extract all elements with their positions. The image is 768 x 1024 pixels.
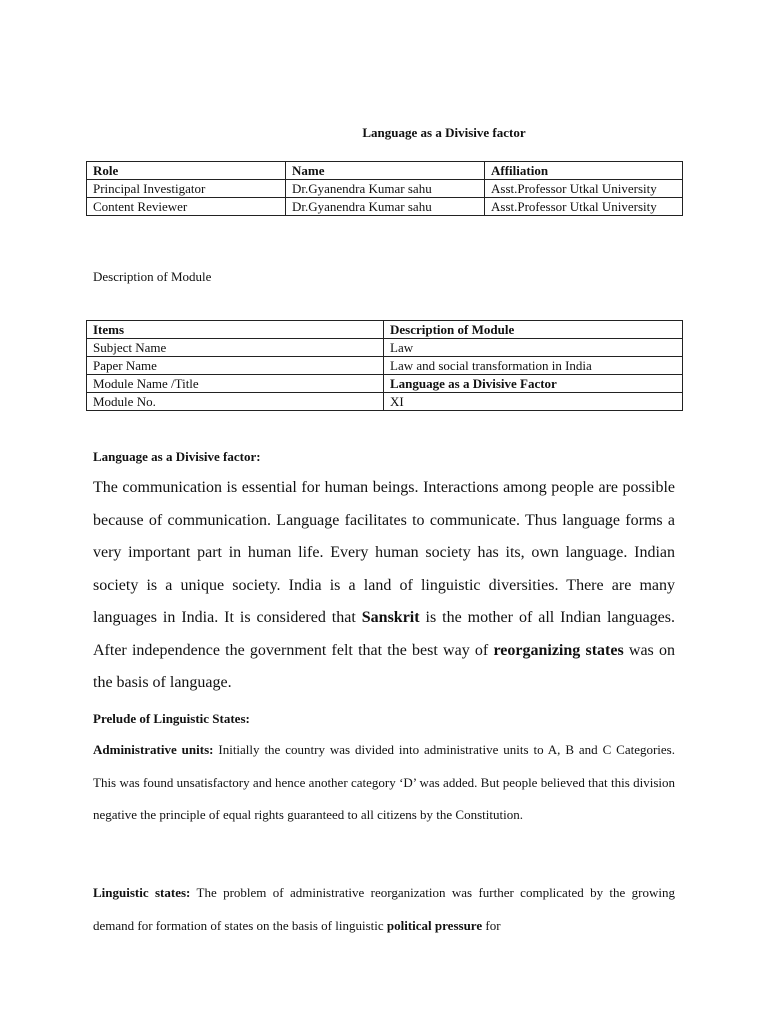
name-cell: Dr.Gyanendra Kumar sahu	[286, 198, 485, 216]
item-cell: Module Name /Title	[87, 375, 384, 393]
emphasis-text: political pressure	[386, 917, 483, 933]
intro-paragraph	[93, 472, 675, 700]
item-cell: Paper Name	[87, 357, 384, 375]
paragraph-text: The communication is essential for human beings. Interactions among people are possible because of communication. Language facilitates to communicate. Thus language forms a very important part in human life. Every human society has its, own language. Indian society is a unique society. India is a land of linguistic diversities. There are many languages in India. It is considered that	[93, 479, 675, 626]
header-role: Role	[87, 162, 286, 180]
header-affiliation: Affiliation	[485, 162, 683, 180]
emphasis-text: Sanskrit	[361, 609, 420, 626]
table-row	[87, 339, 683, 357]
linguistic-states-paragraph	[93, 877, 675, 942]
term-label: Linguistic states:	[93, 885, 191, 900]
table-header-row	[87, 162, 683, 180]
name-cell: Dr.Gyanendra Kumar sahu	[286, 180, 485, 198]
item-cell: Module No.	[87, 393, 384, 411]
paragraph-text: Initially the country was divided into administrative units to A, B and C Categories. This was found unsatisfactory and hence another category ‘D’ was added. But people believed that this division negative the principle of equal rights guaranteed to all citizens by the Constitution.	[93, 742, 675, 822]
table-header-row	[87, 321, 683, 339]
header-name: Name	[286, 162, 485, 180]
admin-units-paragraph	[93, 734, 675, 832]
paragraph-text: The problem of administrative reorganization was further complicated by the growing demand for formation of states on the basis of linguistic	[93, 885, 676, 933]
value-cell: Law	[384, 339, 683, 357]
table-row	[87, 375, 683, 393]
role-cell: Content Reviewer	[87, 198, 286, 216]
section-heading: Prelude of Linguistic States:	[93, 711, 250, 726]
description-label: Description of Module	[93, 269, 212, 284]
value-cell: Law and social transformation in India	[384, 357, 683, 375]
affiliation-cell: Asst.Professor Utkal University	[485, 180, 683, 198]
emphasis-text: reorganizing states	[493, 641, 624, 659]
table-row	[87, 357, 683, 375]
item-cell: Subject Name	[87, 339, 384, 357]
role-cell: Principal Investigator	[87, 180, 286, 198]
header-items: Items	[87, 321, 384, 339]
value-cell: Language as a Divisive Factor	[384, 375, 683, 393]
section-heading: Language as a Divisive factor:	[93, 449, 261, 464]
page-title: Language as a Divisive factor	[362, 125, 526, 140]
header-description: Description of Module	[384, 321, 683, 339]
paragraph-text: is the mother of all Indian languages. After independence the government felt that the best way of	[93, 609, 675, 659]
module-table	[86, 320, 683, 411]
table-row	[87, 393, 683, 411]
table-row	[87, 198, 683, 216]
table-row	[87, 180, 683, 198]
affiliation-cell: Asst.Professor Utkal University	[485, 198, 683, 216]
value-cell: XI	[384, 393, 683, 411]
roles-table	[86, 161, 683, 216]
paragraph-text: was on the basis of language.	[93, 641, 676, 691]
term-label: Administrative units:	[93, 742, 214, 757]
paragraph-text: for	[482, 917, 501, 933]
